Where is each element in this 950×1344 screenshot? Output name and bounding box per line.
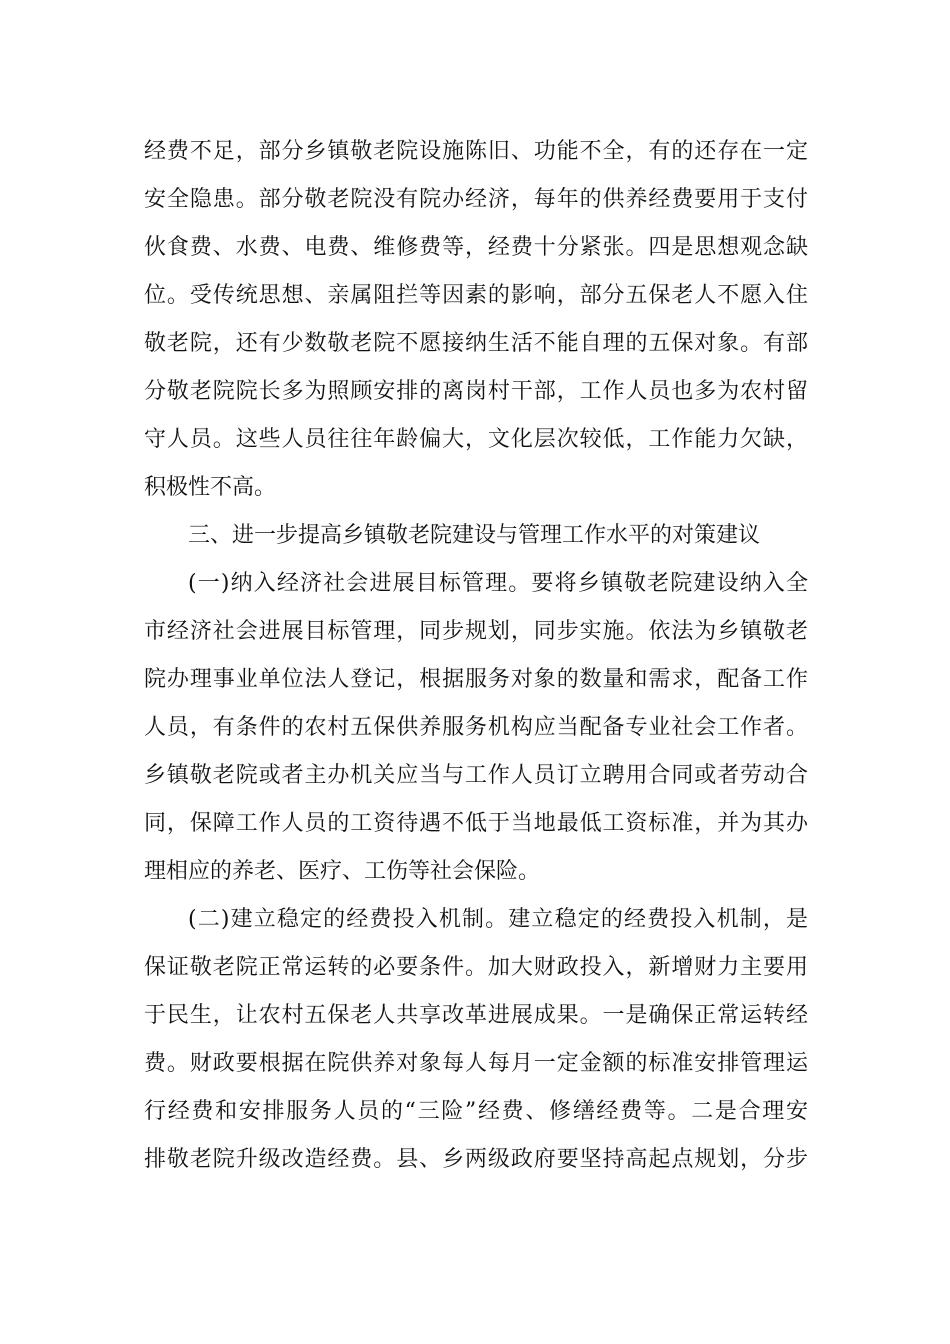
text-line: 守人员。这些人员往往年龄偏大，文化层次较低，工作能力欠缺， xyxy=(144,427,808,452)
text-line: 经费不足，部分乡镇敬老院设施陈旧、功能不全，有的还存在一定 xyxy=(144,139,808,164)
text-line: 理相应的养老、医疗、工伤等社会保险。 xyxy=(144,859,541,884)
text-line: 伙食费、水费、电费、维修费等，经费十分紧张。四是思想观念缺 xyxy=(144,235,808,260)
paragraph-first-line: (二)建立稳定的经费投入机制。建立稳定的经费投入机制，是 xyxy=(188,907,808,932)
text-line: 院办理事业单位法人登记，根据服务对象的数量和需求，配备工作 xyxy=(144,667,808,692)
text-line: 市经济社会进展目标管理，同步规划，同步实施。依法为乡镇敬老 xyxy=(144,619,808,644)
text-line: 行经费和安排服务人员的“三险”经费、修缮经费等。二是合理安 xyxy=(144,1099,808,1124)
text-line: 人员，有条件的农村五保供养服务机构应当配备专业社会工作者。 xyxy=(144,715,808,740)
text-line: 费。财政要根据在院供养对象每人每月一定金额的标准安排管理运 xyxy=(144,1051,808,1076)
body-text xyxy=(144,128,808,1184)
text-line: 积极性不高。 xyxy=(144,475,277,500)
section-heading: 三、进一步提高乡镇敬老院建设与管理工作水平的对策建议 xyxy=(188,523,761,548)
text-line: 敬老院，还有少数敬老院不愿接纳生活不能自理的五保对象。有部 xyxy=(144,331,808,356)
text-line: 保证敬老院正常运转的必要条件。加大财政投入，新增财力主要用 xyxy=(144,955,808,980)
text-line: 乡镇敬老院或者主办机关应当与工作人员订立聘用合同或者劳动合 xyxy=(144,763,808,788)
text-line: 分敬老院院长多为照顾安排的离岗村干部，工作人员也多为农村留 xyxy=(144,379,808,404)
text-line: 安全隐患。部分敬老院没有院办经济，每年的供养经费要用于支付 xyxy=(144,187,808,212)
text-line: 同，保障工作人员的工资待遇不低于当地最低工资标准，并为其办 xyxy=(144,811,808,836)
text-line: 于民生，让农村五保老人共享改革进展成果。一是确保正常运转经 xyxy=(144,1003,808,1028)
paragraph-first-line: (一)纳入经济社会进展目标管理。要将乡镇敬老院建设纳入全 xyxy=(188,571,808,596)
text-line: 位。受传统思想、亲属阻拦等因素的影响，部分五保老人不愿入住 xyxy=(144,283,808,308)
text-line: 排敬老院升级改造经费。县、乡两级政府要坚持高起点规划，分步 xyxy=(144,1147,808,1172)
